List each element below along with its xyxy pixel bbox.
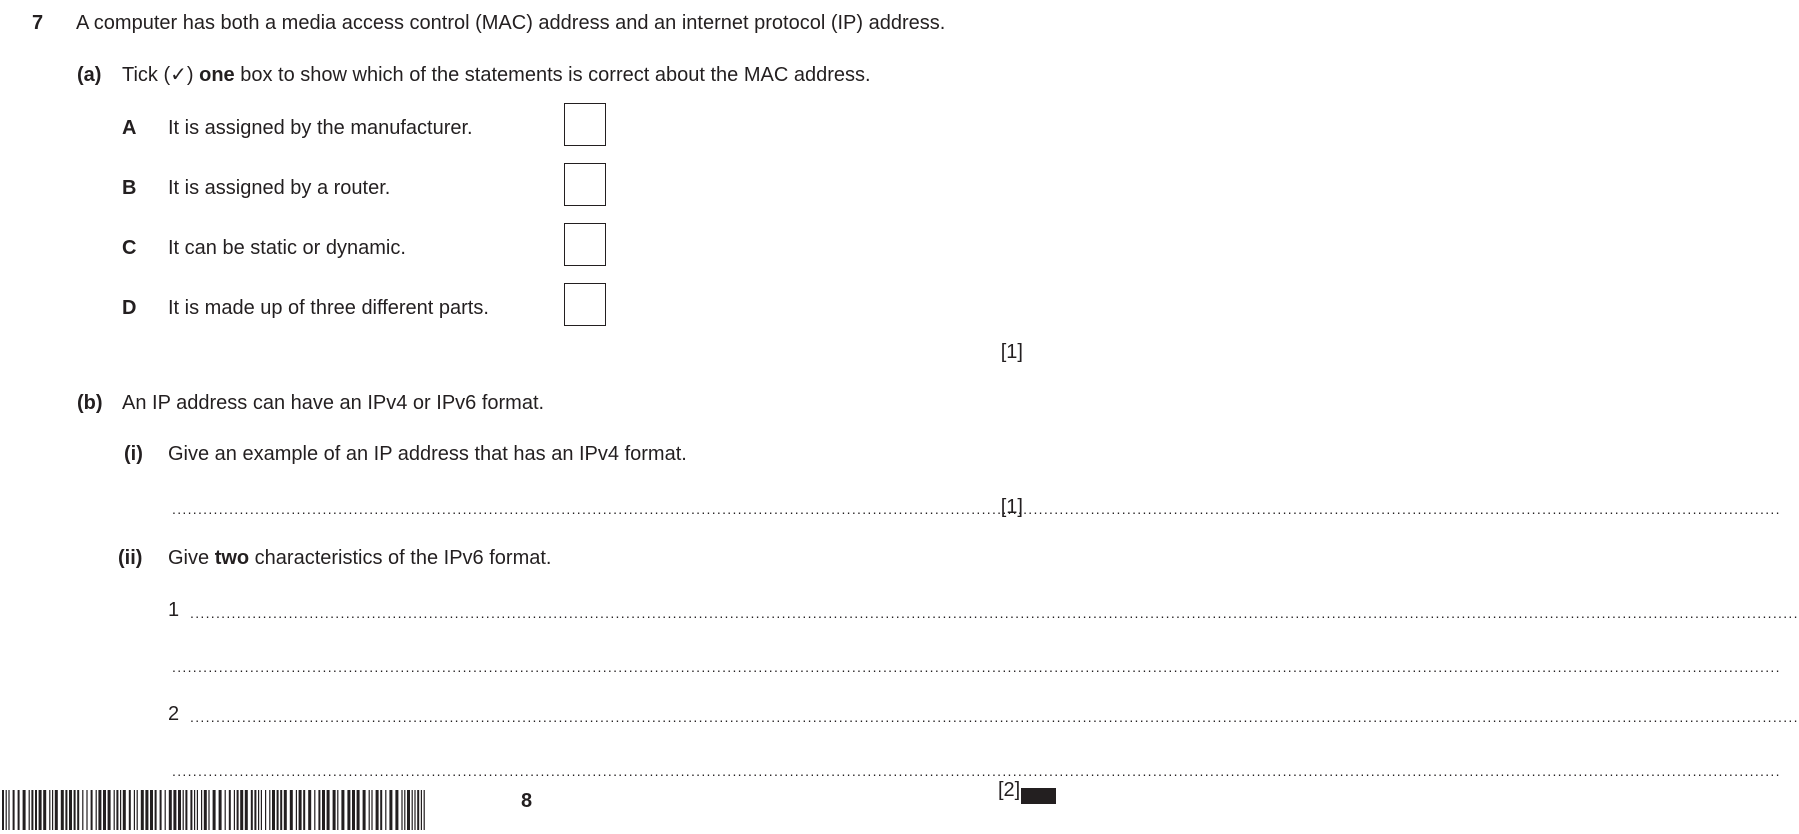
barcode-bar [234, 790, 235, 830]
option-text: It is made up of three different parts. [168, 297, 489, 319]
barcode-bar [173, 790, 176, 830]
barcode-bar [277, 790, 279, 830]
answer-number-1: 1 [168, 599, 180, 621]
barcode-bar [380, 790, 382, 830]
barcode-bar [261, 790, 262, 830]
part-a-marks: [1] [1000, 341, 1023, 363]
barcode-bar [13, 790, 15, 830]
barcode-bar [237, 790, 239, 830]
barcode-bar [23, 790, 26, 830]
barcode-bar [77, 790, 79, 830]
option-letter: B [122, 177, 137, 199]
barcode-bar [341, 790, 344, 830]
barcode-bar [421, 790, 422, 830]
barcode-bar [296, 790, 297, 830]
answer-line-1a[interactable] [190, 601, 1022, 625]
option-letter: C [122, 237, 137, 259]
barcode-bar [39, 790, 42, 830]
barcode-bar [18, 790, 20, 830]
barcode-bar [145, 790, 148, 830]
barcode-bar [254, 790, 256, 830]
barcode-bar [74, 790, 76, 830]
barcode-bar [98, 790, 101, 830]
tick-box-a[interactable] [564, 103, 606, 146]
barcode-graphic [0, 790, 428, 830]
barcode-bar [160, 790, 162, 830]
barcode-bar [116, 790, 118, 830]
barcode-bar [31, 790, 33, 830]
barcode-bar [376, 790, 379, 830]
barcode-bar [322, 790, 325, 830]
barcode-bar [96, 790, 97, 830]
barcode-bar [280, 790, 282, 830]
question-number: 7 [32, 12, 44, 34]
barcode-bar [229, 790, 231, 830]
barcode-bar [284, 790, 287, 830]
page-number: 8 [521, 790, 533, 812]
barcode-bar [352, 790, 355, 830]
barcode-bar [52, 790, 53, 830]
barcode-bar [240, 790, 243, 830]
barcode-bar [6, 790, 7, 830]
sub-ii-emphasis: two [214, 547, 250, 569]
barcode-bar [29, 790, 30, 830]
barcode-bar [404, 790, 405, 830]
sub-ii-text-2: characteristics of the IPv6 format. [249, 547, 552, 569]
barcode-bar [201, 790, 202, 830]
barcode-bar [363, 790, 366, 830]
barcode-bar [225, 790, 226, 830]
barcode-bar [194, 790, 195, 830]
part-a-text-2: box to show which of the statements is correct about the MAC address. [234, 64, 871, 86]
barcode-bar [308, 790, 311, 830]
barcode-bar [114, 790, 115, 830]
barcode-bar [407, 790, 410, 830]
barcode-bar [190, 790, 192, 830]
sub-i-marks: [1] [1000, 496, 1023, 518]
barcode-bar [120, 790, 121, 830]
barcode-bar [337, 790, 338, 830]
barcode-bar [303, 790, 305, 830]
barcode-bar [385, 790, 386, 830]
option-text: It is assigned by a router. [168, 177, 391, 199]
barcode-bar [272, 790, 275, 830]
barcode-bar [185, 790, 187, 830]
barcode-bar [129, 790, 131, 830]
answer-number-2: 2 [168, 703, 180, 725]
tick-box-b[interactable] [564, 163, 606, 206]
sub-i-label: (i) [124, 443, 143, 465]
option-text: It can be static or dynamic. [168, 237, 406, 259]
barcode-bar [371, 790, 372, 830]
barcode-bar [347, 790, 350, 830]
option-letter: D [122, 297, 137, 319]
part-a-text-1: Tick (✓) [122, 64, 200, 86]
barcode-bar [357, 790, 360, 830]
barcode-bar [103, 790, 106, 830]
sub-ii-text [168, 548, 551, 568]
barcode-bar [414, 790, 415, 830]
answer-line-2a[interactable] [190, 705, 1022, 729]
part-a-emphasis: one [199, 64, 235, 86]
barcode-bar [265, 790, 266, 830]
option-letter: A [122, 117, 137, 139]
barcode-bar [155, 790, 157, 830]
barcode-bar [141, 790, 144, 830]
barcode-bar [165, 790, 166, 830]
sub-ii-label: (ii) [118, 547, 143, 569]
barcode-bar [35, 790, 37, 830]
tick-box-d[interactable] [564, 283, 606, 326]
barcode-bar [169, 790, 172, 830]
barcode-bar [327, 790, 330, 830]
barcode-bar [208, 790, 209, 830]
barcode-bar [424, 790, 425, 830]
barcode-bar [318, 790, 320, 830]
barcode-bar [204, 790, 207, 830]
barcode-bar [333, 790, 336, 830]
answer-line-ipv4[interactable] [172, 497, 986, 521]
barcode-bar [258, 790, 259, 830]
barcode-bar [150, 790, 153, 830]
barcode-bar [8, 790, 9, 830]
barcode-bar [251, 790, 253, 830]
sub-i-text: Give an example of an IP address that has an IPv4 format. [168, 443, 687, 465]
barcode-bar [65, 790, 67, 830]
answer-line-1b[interactable] [172, 655, 1022, 679]
barcode-bar [178, 790, 181, 830]
barcode-bar [183, 790, 184, 830]
answer-line-2b[interactable] [172, 759, 1022, 783]
part-a-label: (a) [77, 64, 102, 86]
barcode-bar [314, 790, 315, 830]
sub-ii-text-1: Give [168, 547, 215, 569]
barcode-bar [137, 790, 138, 830]
barcode-bar [213, 790, 216, 830]
barcode-bar [412, 790, 413, 830]
barcode-bar [2, 790, 4, 830]
barcode-bar [369, 790, 370, 830]
barcode-bar [108, 790, 111, 830]
registration-mark [1021, 788, 1056, 804]
barcode-bar [134, 790, 135, 830]
barcode-bar [61, 790, 64, 830]
barcode-bar [299, 790, 302, 830]
sub-ii-marks: [2] [998, 779, 1021, 801]
barcode-bar [43, 790, 46, 830]
barcode-bar [91, 790, 93, 830]
barcode-bar [197, 790, 198, 830]
barcode-bar [401, 790, 402, 830]
option-text: It is assigned by the manufacturer. [168, 117, 473, 139]
tick-box-c[interactable] [564, 223, 606, 266]
barcode-bar [245, 790, 248, 830]
barcode-bar [82, 790, 83, 830]
part-b-label: (b) [77, 392, 103, 414]
barcode-bar [219, 790, 222, 830]
part-a-instruction [122, 65, 871, 85]
barcode-bar [69, 790, 72, 830]
barcode-bar [55, 790, 58, 830]
barcode-bar [417, 790, 419, 830]
barcode-bar [290, 790, 293, 830]
barcode-bar [395, 790, 398, 830]
barcode-bar [269, 790, 270, 830]
barcode-bar [86, 790, 87, 830]
part-b-text: An IP address can have an IPv4 or IPv6 format. [122, 392, 545, 414]
barcode-bar [49, 790, 50, 830]
question-stem: A computer has both a media access control (MAC) address and an internet protocol (IP) address. [76, 12, 946, 34]
barcode-bar [389, 790, 392, 830]
barcode-bar [123, 790, 126, 830]
